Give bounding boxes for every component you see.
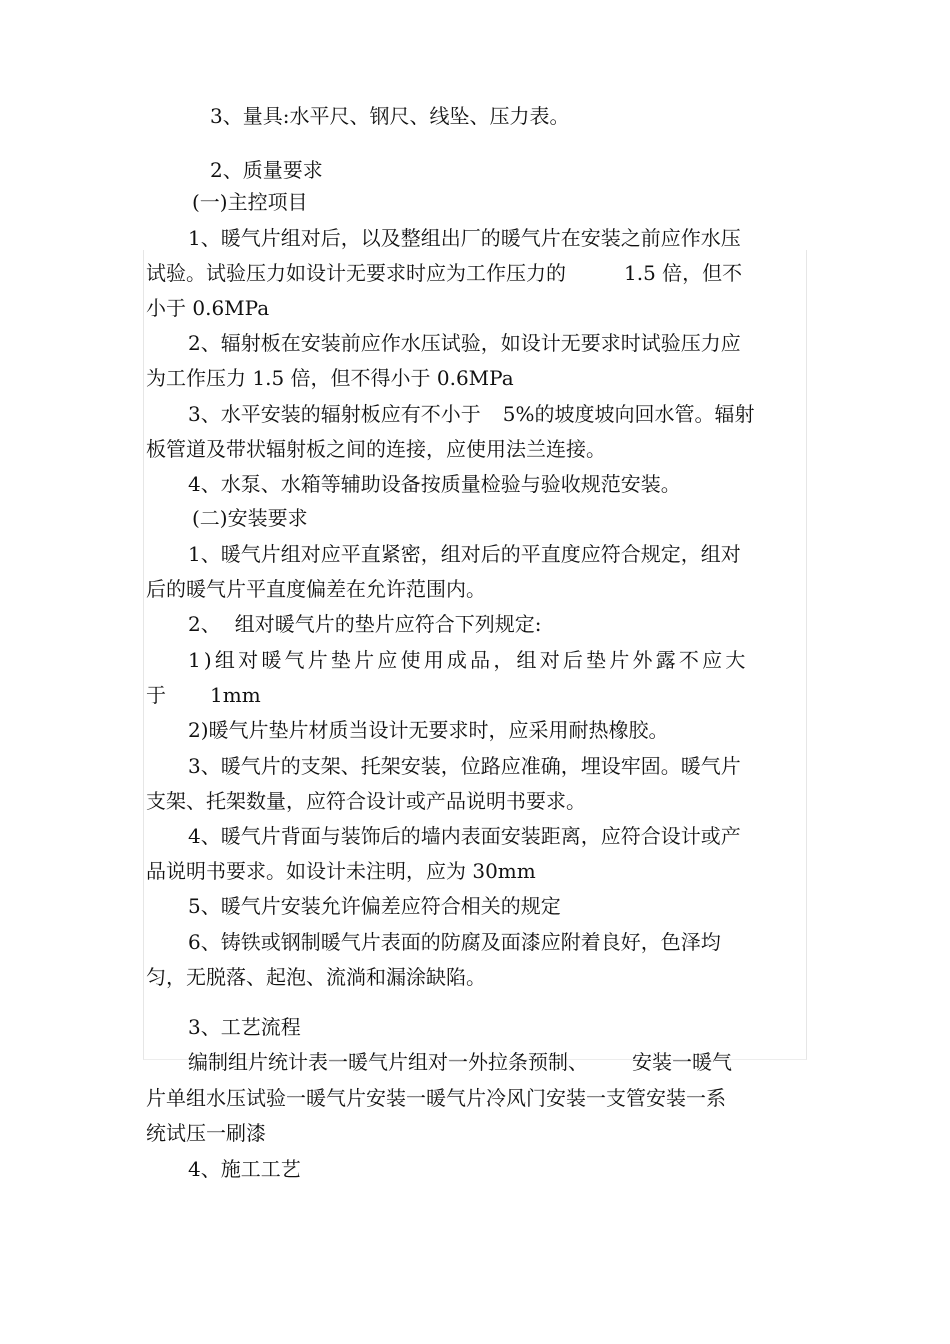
paragraph-13-line-2: 片单组水压试验一暖气片安装一暖气片冷风门安装一支管安装一系: [146, 1086, 726, 1110]
text-span: 组对暖气片的垫片应符合下列规定:: [234, 612, 542, 636]
paragraph-1-line-3: 小于 0.6MPa: [146, 296, 270, 320]
paragraph-13-line-1: [188, 1048, 806, 1076]
paragraph-3-line-2: 板管道及带状辐射板之间的连接，应使用法兰连接。: [146, 437, 606, 461]
paragraph-6-line-1: [188, 610, 806, 638]
paragraph-9-line-1: 3、暖气片的支架、托架安装，位路应准确，埋设牢固。暖气片: [188, 754, 741, 778]
paragraph-2-line-1: 2、辐射板在安装前应作水压试验，如设计无要求时试验压力应: [188, 331, 741, 355]
subheading-main-control: (一)主控项目: [192, 190, 308, 214]
paragraph-9-line-2: 支架、托架数量，应符合设计或产品说明书要求。: [146, 789, 586, 813]
text-span: 编制组片统计表一暖气片组对一外拉条预制、: [188, 1050, 588, 1074]
paragraph-12-line-2: 匀，无脱落、起泡、流淌和漏涂缺陷。: [146, 965, 486, 989]
paragraph-10-line-1: [188, 822, 806, 850]
text-span: 4、暖气片背面与装饰后的墙内表面安装距离，应符合设计或产: [188, 824, 741, 848]
paragraph-5-line-2: 后的暖气片平直度偏差在允许范围内。: [146, 577, 486, 601]
text-span: 5%的坡度坡向回水管。辐射: [502, 402, 755, 426]
paragraph-13-line-3: 统试压一刷漆: [146, 1121, 266, 1145]
paragraph-12-line-1: 6、铸铁或钢制暖气片表面的防腐及面漆应附着良好，色泽均: [188, 930, 721, 954]
text-span: 2、: [188, 612, 221, 636]
section-heading-process-flow: 3、工艺流程: [188, 1015, 301, 1039]
text-span: 1、暖气片组对应平直紧密，组对后的平直度应符合规定，组对: [188, 542, 741, 566]
text-line-measuring-tools: 3、量具:水平尺、钢尺、线坠、压力表。: [210, 104, 570, 128]
subheading-install-requirements: (二)安装要求: [192, 506, 308, 530]
paragraph-1-line-2: [146, 259, 806, 287]
paragraph-3-line-1: [188, 400, 806, 428]
paragraph-4-line-1: 4、水泵、水箱等辅助设备按质量检验与验收规范安装。: [188, 472, 681, 496]
section-heading-construction: 4、施工工艺: [188, 1157, 301, 1181]
text-span: 1mm: [210, 683, 261, 707]
text-span: 1.5 倍，但不: [624, 261, 743, 285]
section-heading-quality: 2、质量要求: [210, 158, 323, 182]
text-span: 3、水平安装的辐射板应有不小于: [188, 402, 481, 426]
text-span: 1、暖气片组对后，以及整组出厂的暖气片在安装之前应作水压: [188, 226, 741, 250]
paragraph-10-line-2: 品说明书要求。如设计未注明，应为 30mm: [146, 859, 536, 883]
text-span: 安装一暖气: [632, 1050, 732, 1074]
paragraph-5-line-1: [188, 540, 806, 568]
paragraph-2-line-2: 为工作压力 1.5 倍，但不得小于 0.6MPa: [146, 366, 514, 390]
text-span: 试验。试验压力如设计无要求时应为工作压力的: [146, 261, 566, 285]
text-span: 于: [146, 683, 166, 707]
paragraph-7-line-1: 1)组对暖气片垫片应使用成品，组对后垫片外露不应大: [188, 648, 749, 672]
paragraph-11-line-1: 5、暖气片安装允许偏差应符合相关的规定: [188, 894, 561, 918]
paragraph-1-line-1: [188, 224, 806, 252]
paragraph-7-line-2: [146, 681, 806, 709]
paragraph-8-line-1: 2)暖气片垫片材质当设计无要求时，应采用耐热橡胶。: [188, 718, 669, 742]
